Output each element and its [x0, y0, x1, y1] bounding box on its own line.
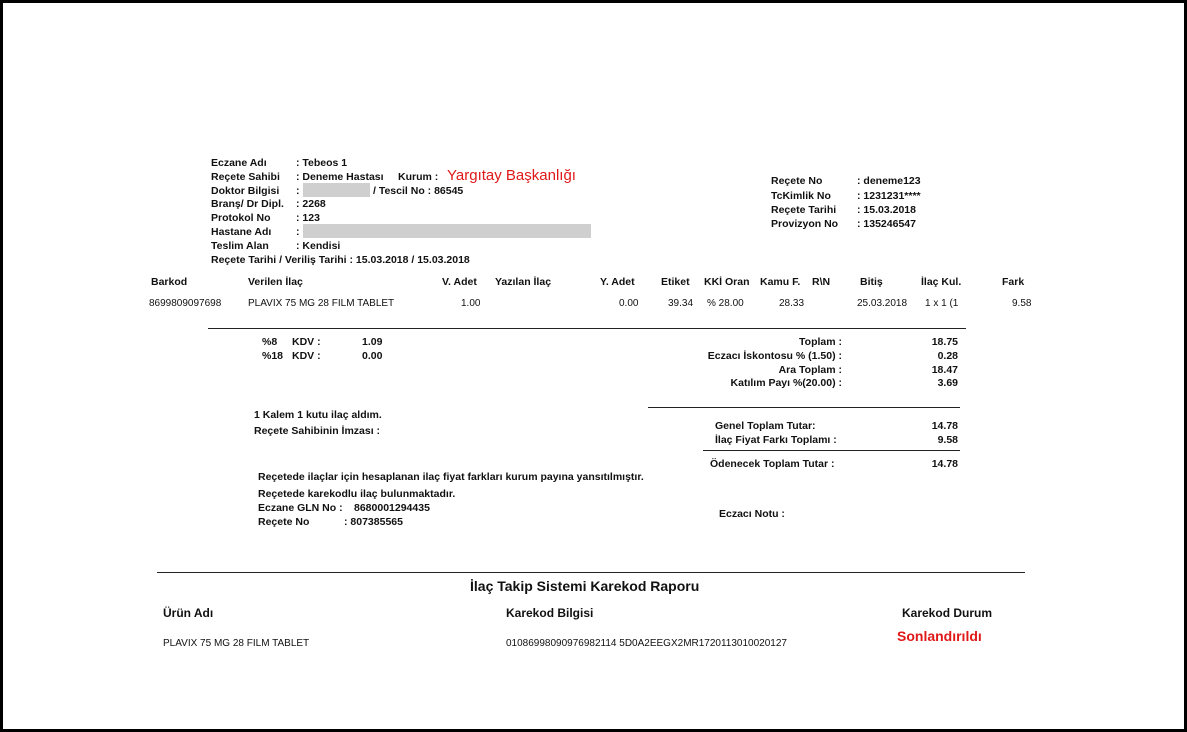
tckimlik-value: : 1231231****	[857, 190, 921, 202]
col-kamu-f: Kamu F.	[760, 276, 801, 288]
divider-table	[208, 328, 966, 329]
katilim-label: Katılım Payı %(20.00) :	[730, 377, 842, 389]
cell-kamu-f: 28.33	[779, 298, 805, 309]
tescil-no: / Tescil No : 86545	[373, 185, 464, 197]
col-yazilan-ilac: Yazılan İlaç	[495, 276, 552, 288]
col-y-adet: Y. Adet	[600, 276, 635, 288]
recete-sahibi-value: : Deneme Hastası	[296, 171, 384, 183]
odenecek-value: 14.78	[931, 458, 958, 470]
recete-tarihi-line: Reçete Tarihi / Veriliş Tarihi : 15.03.2018 / 15.03.2018	[211, 254, 470, 266]
karekod-durum-status: Sonlandırıldı	[897, 628, 982, 644]
recete-no-footer-value: : 807385565	[344, 516, 403, 528]
cell-v-adet: 1.00	[461, 298, 481, 309]
cell-barkod: 8699809097698	[149, 298, 222, 309]
redacted-doctor	[303, 183, 370, 197]
recete-tarihi-label: Reçete Tarihi	[771, 204, 837, 216]
katilim-value: 3.69	[937, 377, 958, 389]
karekod-bilgi: 01086998090976982114 5D0A2EEGX2MR1720113010020127	[506, 638, 787, 649]
recete-no-footer-label: Reçete No	[258, 516, 310, 528]
genel-toplam-label: Genel Toplam Tutar:	[715, 420, 816, 432]
col-urun-adi: Ürün Adı	[163, 606, 214, 620]
kurum-label: Kurum :	[398, 171, 439, 183]
karekod-title: İlaç Takip Sistemi Karekod Raporu	[470, 578, 700, 594]
divider-totals	[648, 407, 960, 408]
provizyon-label: Provizyon No	[771, 218, 839, 230]
imza-text: Reçete Sahibinin İmzası :	[254, 425, 381, 437]
eczane-value: : Tebeos 1	[296, 157, 348, 169]
col-fark: Fark	[1002, 276, 1025, 288]
ara-toplam-label: Ara Toplam :	[778, 364, 842, 376]
col-karekod-durum: Karekod Durum	[902, 606, 993, 620]
note-karekodlu: Reçetede karekodlu ilaç bulunmaktadır.	[258, 488, 456, 500]
toplam-label: Toplam :	[799, 336, 842, 348]
col-ilac-kul: İlaç Kul.	[921, 276, 962, 288]
kdv8-label: KDV :	[292, 336, 321, 348]
recete-tarihi-value: : 15.03.2018	[857, 204, 916, 216]
recete-no-value: : deneme123	[857, 175, 921, 187]
divider-karekod	[157, 572, 1025, 573]
cell-y-adet: 0.00	[619, 298, 639, 309]
cell-fark: 9.58	[1012, 298, 1032, 309]
kdv18-rate: %18	[262, 350, 284, 362]
cell-etiket: 39.34	[668, 298, 694, 309]
col-etiket: Etiket	[661, 276, 690, 288]
col-barkod: Barkod	[151, 276, 188, 288]
divider-odenecek	[703, 450, 960, 451]
karekod-urun: PLAVIX 75 MG 28 FILM TABLET	[163, 638, 310, 649]
recete-sahibi-label: Reçete Sahibi	[211, 171, 280, 183]
provizyon-value: : 135246547	[857, 218, 916, 230]
kdv18-value: 0.00	[362, 350, 383, 362]
gln-value: 8680001294435	[354, 502, 430, 514]
kdv18-label: KDV :	[292, 350, 321, 362]
cell-verilen-ilac: PLAVIX 75 MG 28 FILM TABLET	[248, 298, 395, 309]
col-bitis: Bitiş	[860, 276, 883, 288]
kdv8-value: 1.09	[362, 336, 383, 348]
kalem-text: 1 Kalem 1 kutu ilaç aldım.	[254, 409, 382, 421]
kdv8-rate: %8	[262, 336, 278, 348]
redacted-hospital	[303, 224, 591, 238]
eczane-label: Eczane Adı	[211, 157, 267, 169]
brans-label: Branş/ Dr Dipl.	[211, 198, 284, 210]
col-verilen-ilac: Verilen İlaç	[248, 276, 303, 288]
col-v-adet: V. Adet	[442, 276, 477, 288]
hastane-colon: :	[296, 226, 300, 238]
col-rn: R\N	[812, 276, 831, 288]
toplam-value: 18.75	[931, 336, 958, 348]
kurum-value: Yargıtay Başkanlığı	[447, 167, 576, 184]
fiyat-farki-label: İlaç Fiyat Farkı Toplamı :	[715, 434, 837, 446]
genel-toplam-value: 14.78	[931, 420, 958, 432]
odenecek-label: Ödenecek Toplam Tutar :	[710, 458, 835, 470]
brans-value: : 2268	[296, 198, 326, 210]
teslim-label: Teslim Alan	[211, 240, 269, 252]
gln-label: Eczane GLN No :	[258, 502, 343, 514]
teslim-value: : Kendisi	[296, 240, 341, 252]
hastane-label: Hastane Adı	[211, 226, 272, 238]
note-fiyat-farki: Reçetede ilaçlar için hesaplanan ilaç fiyat farkları kurum payına yansıtılmıştır.	[258, 471, 644, 483]
iskonto-label: Eczacı İskontosu % (1.50) :	[707, 350, 842, 362]
protokol-value: : 123	[296, 212, 320, 224]
cell-bitis: 25.03.2018	[857, 298, 908, 309]
protokol-label: Protokol No	[211, 212, 271, 224]
cell-ilac-kul: 1 x 1 (1	[925, 298, 959, 309]
iskonto-value: 0.28	[937, 350, 958, 362]
doktor-colon: :	[296, 185, 300, 197]
fiyat-farki-value: 9.58	[937, 434, 958, 446]
eczaci-notu: Eczacı Notu :	[719, 508, 785, 520]
tckimlik-label: TcKimlik No	[771, 190, 831, 202]
col-karekod-bilgisi: Karekod Bilgisi	[506, 606, 594, 620]
doktor-label: Doktor Bilgisi	[211, 185, 280, 197]
recete-no-label: Reçete No	[771, 175, 823, 187]
ara-toplam-value: 18.47	[931, 364, 958, 376]
cell-kki-oran: % 28.00	[707, 298, 744, 309]
col-kki-oran: KKİ Oran	[704, 276, 750, 288]
